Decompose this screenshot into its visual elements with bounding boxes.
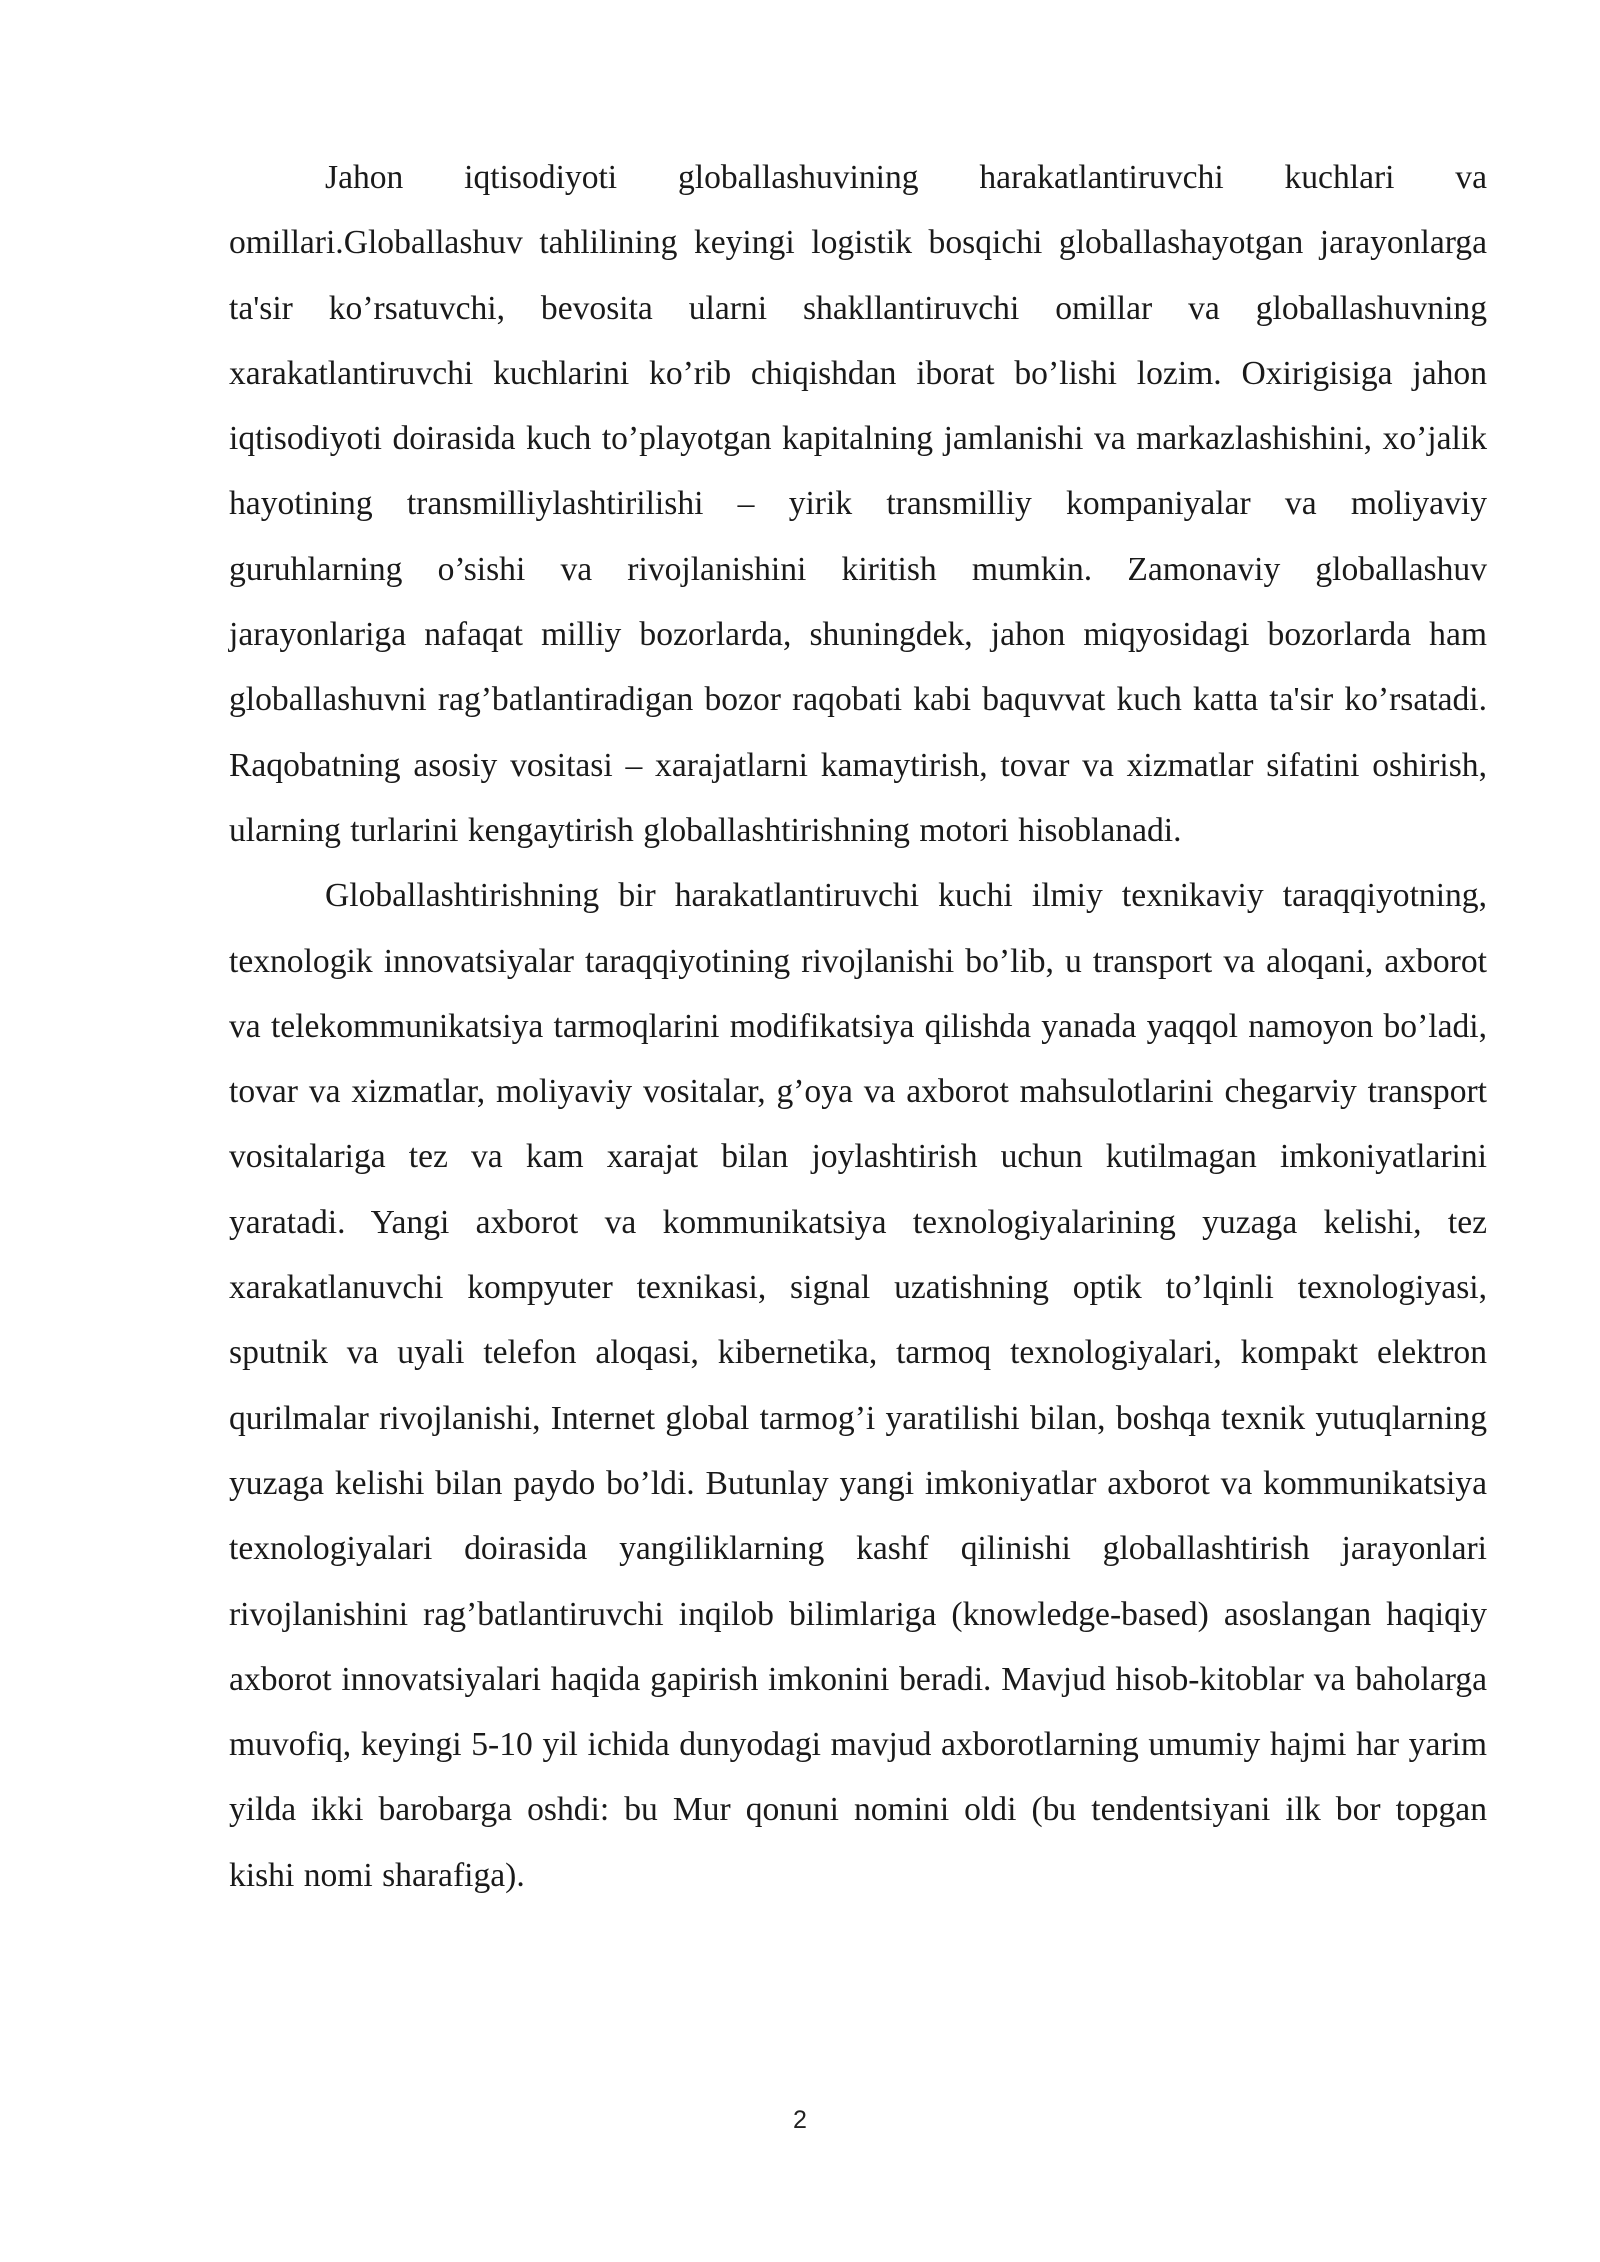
page-number: 2	[793, 2106, 807, 2134]
paragraph-scientific-progress: Globallashtirishning bir harakatlantiruvchi kuchi ilmiy texnikaviy taraqqiyotning, texnologik innovatsiyalar taraqqiyotining rivojlanishi bo’lib, u transport va aloqani, axborot va telekommunikatsiya tarmoqlarini modifikatsiya qilishda yanada yaqqol namoyon bo’ladi, tovar va xizmatlar, moliyaviy vositalar, g’oya va axborot mahsulotlarini chegarviy transport vositalariga tez va kam xarajat bilan joylashtirish uchun kutilmagan imkoniyatlarini yaratadi. Yangi axborot va kommunikatsiya texnologiyalarining yuzaga kelishi, tez xarakatlanuvchi kompyuter texnikasi, signal uzatishning optik to’lqinli texnologiyasi, sputnik va uyali telefon aloqasi, kibernetika, tarmoq texnologiyalari, kompakt elektron qurilmalar rivojlanishi, Internet global tarmog’i yaratilishi bilan, boshqa texnik yutuqlarning yuzaga kelishi bilan paydo bo’ldi. Butunlay yangi imkoniyatlar axborot va kommunikatsiya texnologiyalari doirasida yangiliklarning kashf qilinishi globallashtirish jarayonlari rivojlanishini rag’batlantiruvchi inqilob bilimlariga (knowledge-based) asoslangan haqiqiy axborot innovatsiyalari haqida gapirish imkonini beradi. Mavjud hisob-kitoblar va baholarga muvofiq, keyingi 5-10 yil ichida dunyodagi mavjud axborotlarning umumiy hajmi har yarim yilda ikki barobarga oshdi: bu Mur qonuni nomini oldi (bu tendentsiyani ilk bor topgan kishi nomi sharafiga).	[229, 877, 1487, 1894]
body-text	[229, 145, 1487, 1908]
paragraph-globalization-drivers: Jahon iqtisodiyoti globallashuvining harakatlantiruvchi kuchlari va omillari.Globallashuv tahlilining keyingi logistik bosqichi globallashayotgan jarayonlarga ta'sir ko’rsatuvchi, bevosita ularni shakllantiruvchi omillar va globallashuvning xarakatlantiruvchi kuchlarini ko’rib chiqishdan iborat bo’lishi lozim. Oxirigisiga jahon iqtisodiyoti doirasida kuch to’playotgan kapitalning jamlanishi va markazlashishini, xo’jalik hayotining transmilliylashtirilishi – yirik transmilliy kompaniyalar va moliyaviy guruhlarning o’sishi va rivojlanishini kiritish mumkin. Zamonaviy globallashuv jarayonlariga nafaqat milliy bozorlarda, shuningdek, jahon miqyosidagi bozorlarda ham globallashuvni rag’batlantiradigan bozor raqobati kabi baquvvat kuch katta ta'sir ko’rsatadi. Raqobatning asosiy vositasi – xarajatlarni kamaytirish, tovar va xizmatlar sifatini oshirish, ularning turlarini kengaytirish globallashtirishning motori hisoblanadi.	[229, 159, 1487, 849]
